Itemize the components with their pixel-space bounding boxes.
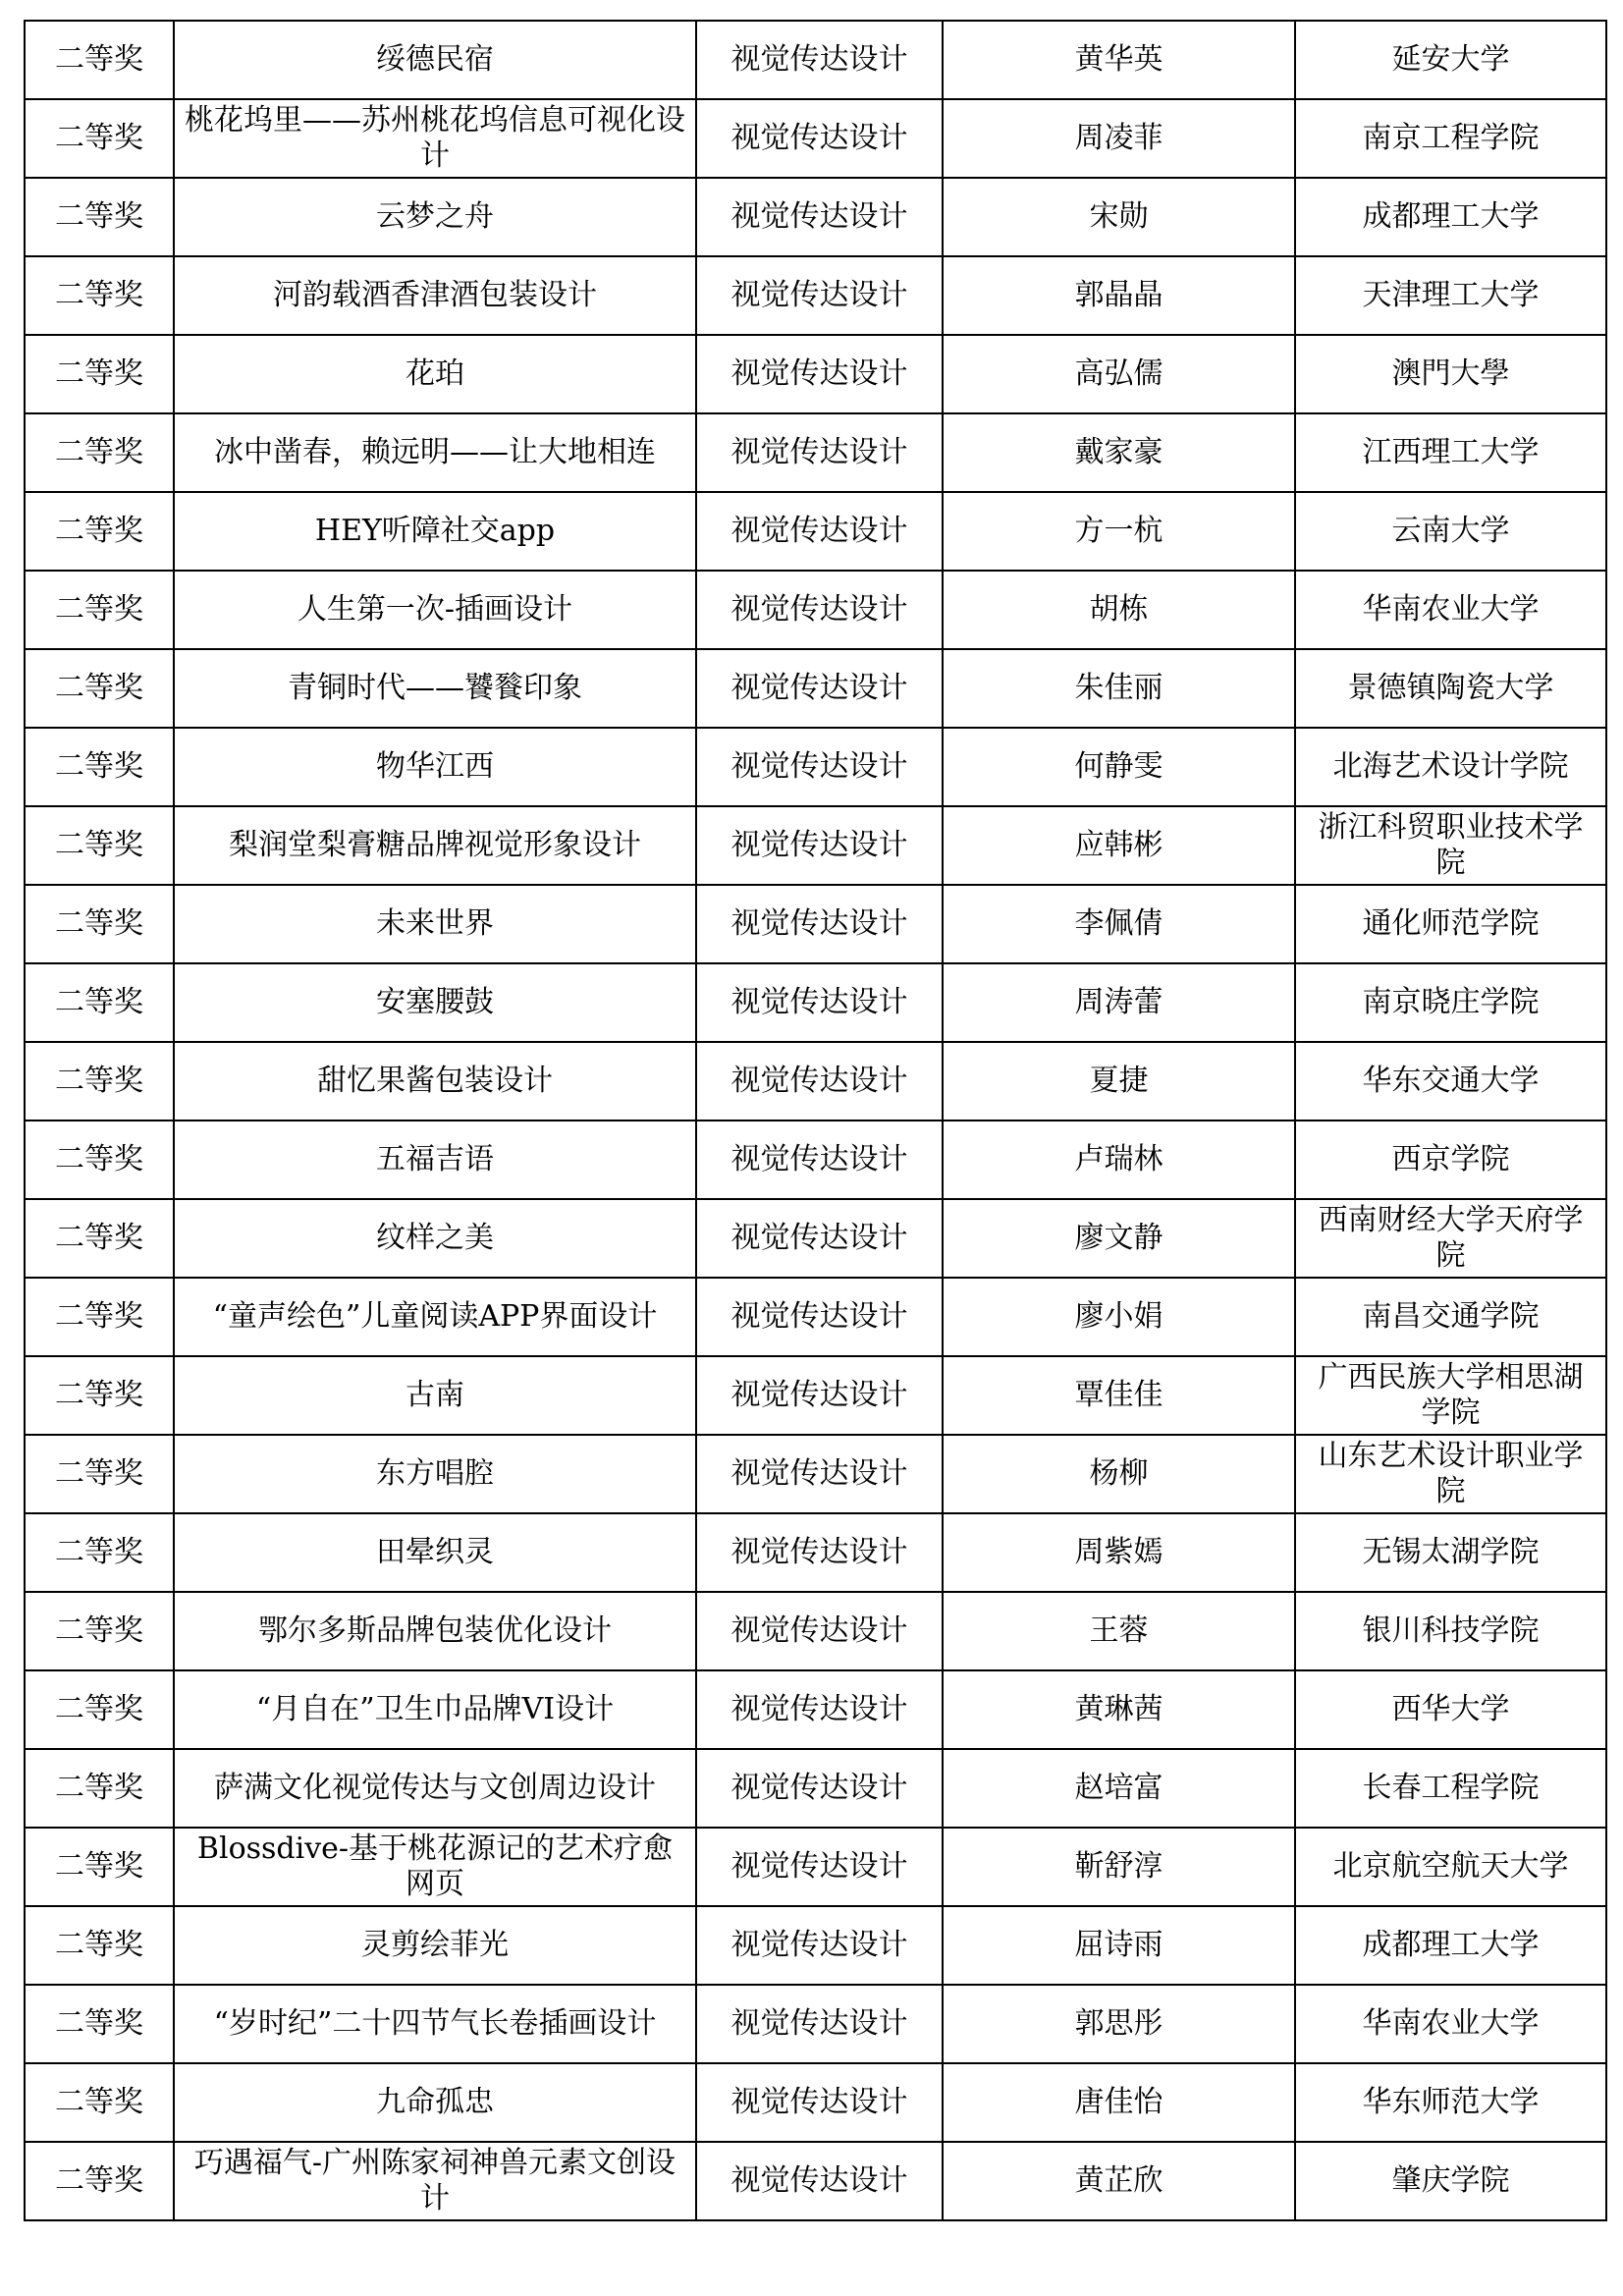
award-cell: 二等奖 [25, 1121, 174, 1199]
table-row [25, 649, 1606, 728]
author-name-cell: 覃佳佳 [943, 1356, 1295, 1435]
table-row [25, 335, 1606, 413]
category-cell: 视觉传达设计 [696, 2142, 943, 2220]
table-row [25, 1042, 1606, 1121]
award-cell: 二等奖 [25, 21, 174, 99]
author-name-cell: 廖文静 [943, 1199, 1295, 1278]
school-cell: 华南农业大学 [1295, 571, 1606, 649]
work-title-cell: 纹样之美 [174, 1199, 696, 1278]
school-cell: 南京晓庄学院 [1295, 963, 1606, 1042]
school-cell: 肇庆学院 [1295, 2142, 1606, 2220]
award-cell: 二等奖 [25, 256, 174, 335]
award-cell: 二等奖 [25, 1199, 174, 1278]
author-name-cell: 唐佳怡 [943, 2063, 1295, 2142]
school-cell: 天津理工大学 [1295, 256, 1606, 335]
table-row [25, 885, 1606, 963]
category-cell: 视觉传达设计 [696, 1042, 943, 1121]
school-cell: 西南财经大学天府学院 [1295, 1199, 1606, 1278]
table-row [25, 99, 1606, 178]
school-cell: 南昌交通学院 [1295, 1278, 1606, 1356]
category-cell: 视觉传达设计 [696, 1749, 943, 1828]
award-cell: 二等奖 [25, 728, 174, 806]
table-row [25, 1592, 1606, 1670]
work-title-cell: 萨满文化视觉传达与文创周边设计 [174, 1749, 696, 1828]
award-cell: 二等奖 [25, 2063, 174, 2142]
category-cell: 视觉传达设计 [696, 1513, 943, 1592]
category-cell: 视觉传达设计 [696, 256, 943, 335]
category-cell: 视觉传达设计 [696, 1906, 943, 1985]
category-cell: 视觉传达设计 [696, 806, 943, 885]
work-title-cell: 巧遇福气-广州陈家祠神兽元素文创设计 [174, 2142, 696, 2220]
school-cell: 华南农业大学 [1295, 1985, 1606, 2063]
award-cell: 二等奖 [25, 571, 174, 649]
award-cell: 二等奖 [25, 99, 174, 178]
school-cell: 长春工程学院 [1295, 1749, 1606, 1828]
category-cell: 视觉传达设计 [696, 885, 943, 963]
table-row [25, 1435, 1606, 1513]
school-cell: 南京工程学院 [1295, 99, 1606, 178]
work-title-cell: 未来世界 [174, 885, 696, 963]
table-row [25, 21, 1606, 99]
school-cell: 银川科技学院 [1295, 1592, 1606, 1670]
table-row [25, 1278, 1606, 1356]
table-row [25, 492, 1606, 571]
table-row [25, 963, 1606, 1042]
school-cell: 浙江科贸职业技术学院 [1295, 806, 1606, 885]
school-cell: 华东师范大学 [1295, 2063, 1606, 2142]
category-cell: 视觉传达设计 [696, 492, 943, 571]
school-cell: 云南大学 [1295, 492, 1606, 571]
award-cell: 二等奖 [25, 649, 174, 728]
award-cell: 二等奖 [25, 335, 174, 413]
author-name-cell: 夏捷 [943, 1042, 1295, 1121]
work-title-cell: 鄂尔多斯品牌包装优化设计 [174, 1592, 696, 1670]
author-name-cell: 方一杭 [943, 492, 1295, 571]
category-cell: 视觉传达设计 [696, 99, 943, 178]
table-row [25, 1513, 1606, 1592]
category-cell: 视觉传达设计 [696, 1828, 943, 1906]
work-title-cell: 九命孤忠 [174, 2063, 696, 2142]
award-cell: 二等奖 [25, 1356, 174, 1435]
award-cell: 二等奖 [25, 1592, 174, 1670]
table-row [25, 1749, 1606, 1828]
work-title-cell: “岁时纪”二十四节气长卷插画设计 [174, 1985, 696, 2063]
school-cell: 澳門大學 [1295, 335, 1606, 413]
work-title-cell: 人生第一次-插画设计 [174, 571, 696, 649]
category-cell: 视觉传达设计 [696, 1356, 943, 1435]
table-row [25, 256, 1606, 335]
work-title-cell: 田晕织灵 [174, 1513, 696, 1592]
award-cell: 二等奖 [25, 1435, 174, 1513]
category-cell: 视觉传达设计 [696, 728, 943, 806]
author-name-cell: 周紫嫣 [943, 1513, 1295, 1592]
table-row [25, 2142, 1606, 2220]
author-name-cell: 胡栋 [943, 571, 1295, 649]
author-name-cell: 卢瑞林 [943, 1121, 1295, 1199]
work-title-cell: 古南 [174, 1356, 696, 1435]
category-cell: 视觉传达设计 [696, 2063, 943, 2142]
author-name-cell: 赵培富 [943, 1749, 1295, 1828]
table-row [25, 1985, 1606, 2063]
school-cell: 山东艺术设计职业学院 [1295, 1435, 1606, 1513]
work-title-cell: “月自在”卫生巾品牌VI设计 [174, 1670, 696, 1749]
work-title-cell: 甜忆果酱包装设计 [174, 1042, 696, 1121]
school-cell: 景德镇陶瓷大学 [1295, 649, 1606, 728]
author-name-cell: 李佩倩 [943, 885, 1295, 963]
award-cell: 二等奖 [25, 1670, 174, 1749]
work-title-cell: 灵剪绘菲光 [174, 1906, 696, 1985]
author-name-cell: 黄芷欣 [943, 2142, 1295, 2220]
category-cell: 视觉传达设计 [696, 1435, 943, 1513]
table-row [25, 1121, 1606, 1199]
author-name-cell: 何静雯 [943, 728, 1295, 806]
work-title-cell: 安塞腰鼓 [174, 963, 696, 1042]
category-cell: 视觉传达设计 [696, 1278, 943, 1356]
table-row [25, 178, 1606, 256]
table-row [25, 1199, 1606, 1278]
award-cell: 二等奖 [25, 1042, 174, 1121]
school-cell: 江西理工大学 [1295, 413, 1606, 492]
work-title-cell: “童声绘色”儿童阅读APP界面设计 [174, 1278, 696, 1356]
award-cell: 二等奖 [25, 1906, 174, 1985]
awards-table [24, 20, 1607, 2221]
work-title-cell: HEY听障社交app [174, 492, 696, 571]
author-name-cell: 廖小娟 [943, 1278, 1295, 1356]
author-name-cell: 高弘儒 [943, 335, 1295, 413]
award-cell: 二等奖 [25, 1513, 174, 1592]
table-row [25, 728, 1606, 806]
award-cell: 二等奖 [25, 413, 174, 492]
author-name-cell: 应韩彬 [943, 806, 1295, 885]
award-cell: 二等奖 [25, 806, 174, 885]
author-name-cell: 杨柳 [943, 1435, 1295, 1513]
category-cell: 视觉传达设计 [696, 335, 943, 413]
award-cell: 二等奖 [25, 178, 174, 256]
category-cell: 视觉传达设计 [696, 1985, 943, 2063]
table-row [25, 1906, 1606, 1985]
school-cell: 成都理工大学 [1295, 1906, 1606, 1985]
school-cell: 北京航空航天大学 [1295, 1828, 1606, 1906]
award-cell: 二等奖 [25, 1985, 174, 2063]
award-cell: 二等奖 [25, 492, 174, 571]
work-title-cell: 桃花坞里——苏州桃花坞信息可视化设计 [174, 99, 696, 178]
school-cell: 西华大学 [1295, 1670, 1606, 1749]
table-row [25, 2063, 1606, 2142]
category-cell: 视觉传达设计 [696, 571, 943, 649]
category-cell: 视觉传达设计 [696, 963, 943, 1042]
award-cell: 二等奖 [25, 1278, 174, 1356]
author-name-cell: 郭思彤 [943, 1985, 1295, 2063]
table-row [25, 806, 1606, 885]
author-name-cell: 王蓉 [943, 1592, 1295, 1670]
school-cell: 北海艺术设计学院 [1295, 728, 1606, 806]
award-cell: 二等奖 [25, 1749, 174, 1828]
author-name-cell: 朱佳丽 [943, 649, 1295, 728]
school-cell: 无锡太湖学院 [1295, 1513, 1606, 1592]
work-title-cell: 梨润堂梨膏糖品牌视觉形象设计 [174, 806, 696, 885]
category-cell: 视觉传达设计 [696, 1121, 943, 1199]
author-name-cell: 黄华英 [943, 21, 1295, 99]
work-title-cell: 青铜时代——饕餮印象 [174, 649, 696, 728]
award-cell: 二等奖 [25, 1828, 174, 1906]
author-name-cell: 宋勋 [943, 178, 1295, 256]
award-cell: 二等奖 [25, 963, 174, 1042]
work-title-cell: 冰中凿春，赖远明——让大地相连 [174, 413, 696, 492]
category-cell: 视觉传达设计 [696, 1592, 943, 1670]
work-title-cell: 五福吉语 [174, 1121, 696, 1199]
author-name-cell: 靳舒淳 [943, 1828, 1295, 1906]
school-cell: 广西民族大学相思湖学院 [1295, 1356, 1606, 1435]
school-cell: 华东交通大学 [1295, 1042, 1606, 1121]
author-name-cell: 郭晶晶 [943, 256, 1295, 335]
work-title-cell: Blossdive-基于桃花源记的艺术疗愈网页 [174, 1828, 696, 1906]
author-name-cell: 屈诗雨 [943, 1906, 1295, 1985]
work-title-cell: 花珀 [174, 335, 696, 413]
table-row [25, 1356, 1606, 1435]
category-cell: 视觉传达设计 [696, 649, 943, 728]
work-title-cell: 云梦之舟 [174, 178, 696, 256]
school-cell: 延安大学 [1295, 21, 1606, 99]
author-name-cell: 戴家豪 [943, 413, 1295, 492]
work-title-cell: 东方唱腔 [174, 1435, 696, 1513]
category-cell: 视觉传达设计 [696, 413, 943, 492]
category-cell: 视觉传达设计 [696, 1199, 943, 1278]
school-cell: 成都理工大学 [1295, 178, 1606, 256]
work-title-cell: 河韵载酒香津酒包装设计 [174, 256, 696, 335]
award-cell: 二等奖 [25, 2142, 174, 2220]
work-title-cell: 绥德民宿 [174, 21, 696, 99]
author-name-cell: 黄琳茜 [943, 1670, 1295, 1749]
category-cell: 视觉传达设计 [696, 178, 943, 256]
school-cell: 通化师范学院 [1295, 885, 1606, 963]
table-row [25, 571, 1606, 649]
author-name-cell: 周涛蕾 [943, 963, 1295, 1042]
work-title-cell: 物华江西 [174, 728, 696, 806]
author-name-cell: 周凌菲 [943, 99, 1295, 178]
award-cell: 二等奖 [25, 885, 174, 963]
table-row [25, 1828, 1606, 1906]
table-row [25, 1670, 1606, 1749]
category-cell: 视觉传达设计 [696, 1670, 943, 1749]
awards-table-body [25, 21, 1606, 2220]
category-cell: 视觉传达设计 [696, 21, 943, 99]
school-cell: 西京学院 [1295, 1121, 1606, 1199]
table-row [25, 413, 1606, 492]
